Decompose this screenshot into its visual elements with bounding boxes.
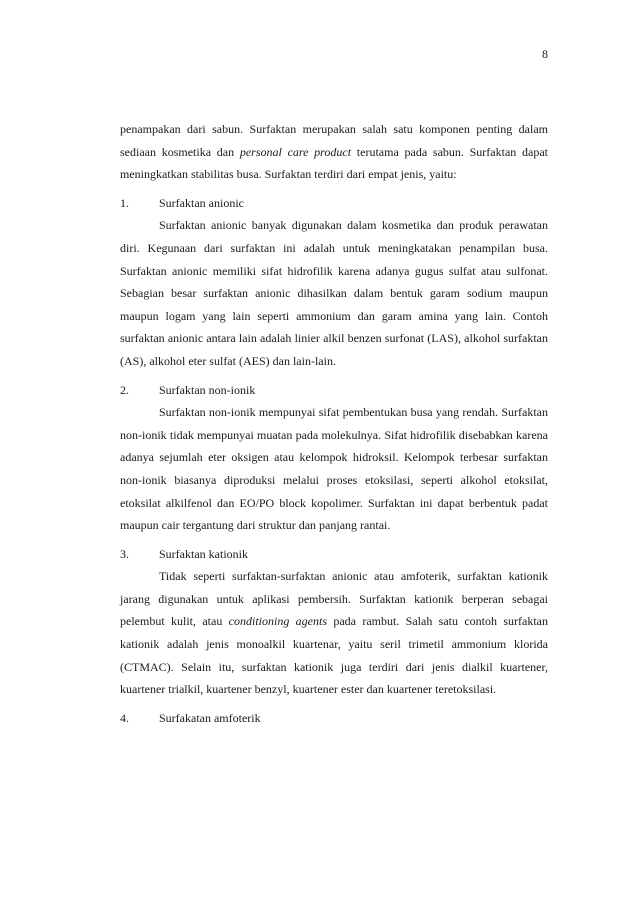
section-4-heading [120, 707, 548, 730]
intro-text-start: penampakan dari sabun. Surfaktan merupakan salah satu komponen penting dalam sediaan kosmetika dan [120, 122, 548, 159]
section-3-text-end: pada rambut. Salah satu contoh surfaktan kationik adalah jenis monoalkil kuartenar, yaitu seril trimetil ammonium klorida (CTMAC). Selain itu, surfaktan kationik juga terdiri dari jenis dialkil kuartener, kuartener trialkil, kuartener benzyl, kuartener ester dan kuartener teretoksilasi. [120, 614, 548, 697]
intro-text-end: terutama pada sabun. Surfaktan dapat meningkatkan stabilitas busa. Surfaktan terdiri dari empat jenis, yaitu: [120, 144, 549, 182]
section-1-body: Surfaktan anionic banyak digunakan dalam kosmetika dan produk perawatan diri. Kegunaan dari surfaktan ini adalah untuk meningkatakan penampilan busa. Surfaktan anionic memiliki sifat hidrofilik karena adanya gugus sulfat atau sulfonat. Sebagian besar surfaktan anionic dihasilkan dalam bentuk garam sodium maupun maupun logam yang lain seperti ammonium dan garam amina yang lain. Contoh surfaktan anionic antara lain adalah linier alkil benzen surfonat (LAS), alkohol surfaktan (AS), alkohol eter sulfat (AES) dan lain-lain. [120, 218, 548, 368]
section-2-body: Surfaktan non-ionik mempunyai sifat pembentukan busa yang rendah. Surfaktan non-ionik tidak mempunyai muatan pada molekulnya. Sifat hidrofilik disebabkan karena adanya sejumlah eter oksigen atau kelompok hidroksil. Kelompok terbesar surfaktan non-ionik biasanya diproduksi melalui proses etoksilasi, seperti alkohol etoksilat, etoksilat alkilfenol dan EO/PO block kopolimer. Surfaktan ini dapat berbentuk padat maupun cair tergantung dari struktur dan panjang rantai. [120, 405, 548, 533]
section-2-number: 2. [120, 382, 129, 397]
section-3-number: 3. [120, 546, 129, 561]
section-3-heading [120, 543, 548, 566]
section-3-text-start: Tidak seperti surfaktan-surfaktan anionic atau amfoterik, surfaktan kationik jarang digunakan untuk aplikasi pembersih. Surfaktan kationik berperan sebagai pelembut kulit, atau [120, 569, 548, 629]
section-1-number: 1. [120, 195, 129, 210]
section-3-title: Surfaktan kationik [159, 546, 248, 561]
section-4-number: 4. [120, 710, 129, 725]
section-3-body [120, 565, 548, 701]
section-2-heading [120, 379, 548, 402]
section-1-heading [120, 192, 548, 215]
intro-paragraph [120, 118, 548, 186]
section-1-title: Surfaktan anionic [159, 195, 244, 210]
section-4-title: Surfakatan amfoterik [159, 710, 261, 725]
intro-italic-term: personal care product [239, 144, 352, 159]
page-number: 8 [542, 47, 548, 61]
page-content [120, 118, 548, 729]
section-3-italic-term: conditioning agents [228, 614, 328, 629]
section-2-title: Surfaktan non-ionik [159, 382, 256, 397]
